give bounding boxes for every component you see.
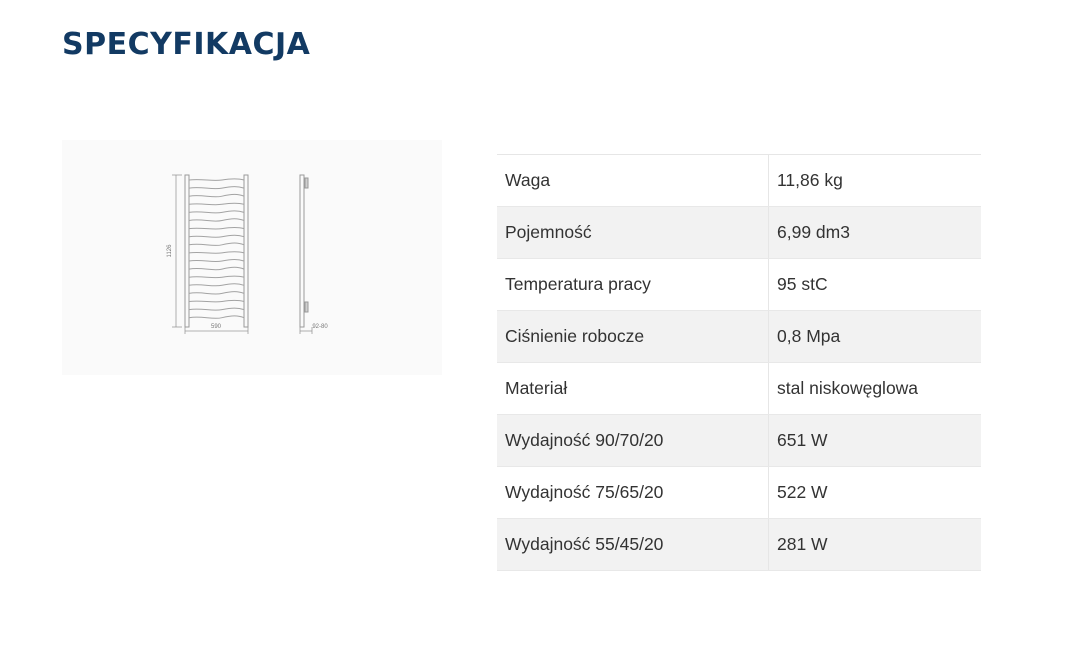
- spec-value: 281 W: [769, 519, 982, 571]
- spec-label: Ciśnienie robocze: [497, 311, 769, 363]
- specification-table: [497, 154, 981, 571]
- depth-label: 92-80: [312, 324, 328, 330]
- spec-row: [497, 207, 981, 259]
- page-title: SPECYFIKACJA: [62, 27, 311, 62]
- spec-value: 522 W: [769, 467, 982, 519]
- spec-row: [497, 467, 981, 519]
- spec-label: Wydajność 90/70/20: [497, 415, 769, 467]
- spec-label: Materiał: [497, 363, 769, 415]
- spec-label: Wydajność 55/45/20: [497, 519, 769, 571]
- spec-row: [497, 311, 981, 363]
- spec-row: [497, 519, 981, 571]
- spec-label: Temperatura pracy: [497, 259, 769, 311]
- width-label: 590: [210, 324, 222, 330]
- spec-value: 95 stC: [769, 259, 982, 311]
- height-label: 1126: [167, 244, 173, 258]
- spec-label: Waga: [497, 155, 769, 207]
- spec-value: stal niskowęglowa: [769, 363, 982, 415]
- spec-value: 0,8 Mpa: [769, 311, 982, 363]
- radiator-technical-drawing: [62, 140, 442, 375]
- spec-row: [497, 415, 981, 467]
- spec-value: 6,99 dm3: [769, 207, 982, 259]
- spec-row: [497, 259, 981, 311]
- spec-row: [497, 155, 981, 207]
- spec-label: Wydajność 75/65/20: [497, 467, 769, 519]
- spec-value: 651 W: [769, 415, 982, 467]
- drawing-background: [62, 140, 442, 375]
- spec-row: [497, 363, 981, 415]
- spec-label: Pojemność: [497, 207, 769, 259]
- spec-value: 11,86 kg: [769, 155, 982, 207]
